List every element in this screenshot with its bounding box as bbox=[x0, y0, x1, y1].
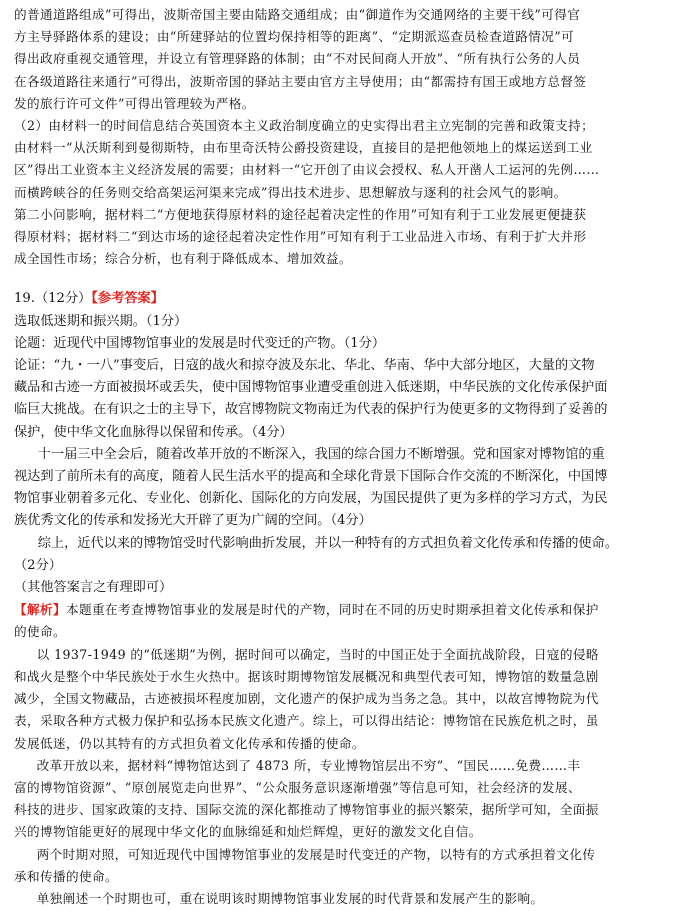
text-line: 发的旅行许可文件”可得出管理较为严格。 bbox=[14, 95, 255, 111]
text-line: 发展低迷，仍以其特有的方式担负着文化传承和传播的使命。 bbox=[14, 735, 365, 751]
text-line: （其他答案言之有理即可） bbox=[14, 580, 173, 596]
text-line: 减少，全国文物藏品，古迹被损坏程度加剧，文化遗产的保护成为当务之急。其中，以故宫博物院为代 bbox=[14, 691, 599, 707]
text-line: 第二小问影响，据材料二“方便地获得原材料的途径起着决定性的作用”可知有利于工业发展更便捷获 bbox=[14, 206, 587, 222]
text-line: 物馆事业朝着多元化、专业化、创新化、国际化的方向发展，为国民提供了更为多样的学习方式，为民 bbox=[14, 491, 608, 507]
text-line: 在各级道路往来通行”可得出，波斯帝国的驿站主要由官方主导使用；由“都需持有国王或地方总督签 bbox=[14, 73, 587, 89]
answer-tag: 【参考答案】 bbox=[91, 291, 164, 307]
text-line: 保护，使中华文化血脉得以保留和传承。（4分） bbox=[14, 424, 293, 440]
text-line: 和战火是整个中华民族处于水生火热中。据该时期博物馆发展概况和典型代表可知，博物馆的数量急剧 bbox=[14, 668, 599, 684]
text-line: 富的博物馆资源”、“原创展览走向世界”、“公众服务意识逐渐增强”等信息可知，社会经济的发展、 bbox=[14, 779, 581, 795]
text-line: 方主导驿路体系的建设；由“所建驿站的位置均保持相等的距离”、“定期派巡查员检查道路情况”可 bbox=[14, 29, 575, 45]
analysis-header bbox=[14, 599, 683, 621]
text-line: 由材料一“从沃斯利到曼彻斯特，由布里奇沃特公爵投资建设，直接目的是把他领地上的煤运送到工业 bbox=[14, 140, 593, 156]
text-line: （2分） bbox=[14, 557, 62, 573]
text-line: 选取低迷期和振兴期。（1分） bbox=[14, 313, 188, 329]
spacer bbox=[14, 270, 683, 288]
question-19 bbox=[14, 288, 683, 910]
text-line: 以 1937-1949 的“低迷期”为例，据时间可以确定，当时的中国正处于全面抗战阶段，日寇的侵略 bbox=[36, 646, 599, 662]
analysis-text: 本题重在考查博物馆事业的发展是时代的产物，同时在不同的历史时期承担着文化传承和保护 bbox=[65, 602, 599, 618]
text-line: 藏品和古迹一方面被损坏或丢失，使中国博物馆事业遭受重创进入低迷期，中华民族的文化传承保护面 bbox=[14, 380, 608, 396]
question-header bbox=[14, 288, 683, 310]
text-line: 的普通道路组成”可得出，波斯帝国主要由陆路交通组成；由“御道作为交通网络的主要干线”可得官 bbox=[14, 7, 581, 22]
text-line: 成全国性市场；综合分析，也有利于降低成本、增加效益。 bbox=[14, 251, 352, 267]
text-line: 论题：近现代中国博物馆事业的发展是时代变迁的产物。（1分） bbox=[14, 335, 386, 351]
text-line: 得原材料；据材料二“到达市场的途径起着决定性作用”可知有利于工业品进入市场、有利于扩大并形 bbox=[14, 229, 587, 245]
text-line: 得出政府重视交通管理，并设立有管理驿路的体制；由“不对民间商人开放”、“所有执行公务的人员 bbox=[14, 51, 581, 67]
text-line: 临巨大挑战。在有识之士的主导下，故宫博物院文物南迁为代表的保护行为使更多的文物得到了妥善的 bbox=[14, 402, 608, 418]
text-line: 论证：“九・一八”事变后，日寇的战火和掠夺波及东北、华北、华南、华中大部分地区，大量的文物 bbox=[14, 358, 595, 374]
text-line: 族优秀文化的传承和发扬光大开辟了更为广阔的空间。（4分） bbox=[14, 513, 372, 529]
question-number: 19.（12分） bbox=[14, 291, 92, 307]
text-line: 两个时期对照，可知近现代中国博物馆事业的发展是时代变迁的产物，以特有的方式承担着文化传 bbox=[36, 846, 596, 862]
text-line: （2）由材料一的时间信息结合英国资本主义政治制度确立的史实得出君主立宪制的完善和政策支持； bbox=[14, 118, 595, 134]
text-line: 承和传播的使命。 bbox=[14, 868, 118, 884]
text-line: 兴的博物馆能更好的展现中华文化的血脉绵延和灿烂辉煌，更好的激发文化自信。 bbox=[14, 824, 482, 840]
analysis-tag: 【解析】 bbox=[14, 602, 66, 618]
answer-part-2 bbox=[14, 115, 683, 270]
text-line: 表，采取各种方式极力保护和弘扬本民族文化遗产。综上，可以得出结论：博物馆在民族危机之时，虽 bbox=[14, 713, 599, 729]
text-line: 改革开放以来，据材料“博物馆达到了 4873 所，专业博物馆层出不穷”、“国民……免费……丰 bbox=[36, 757, 581, 773]
text-line: 而横跨峡谷的任务则交给高架运河渠来完成”得出技术进步、思想解放与逐利的社会风气的影响。 bbox=[14, 184, 567, 200]
text-line: 视达到了前所未有的高度，随着人民生活水平的提高和全球化背景下国际合作交流的不断深化，中国博 bbox=[14, 469, 608, 485]
text-line: 综上，近代以来的博物馆受时代影响曲折发展，并以一种特有的方式担负着文化传承和传播的使命。 bbox=[37, 535, 618, 551]
text-line: 科技的进步、国家政策的支持、国际交流的深化都推动了博物馆事业的振兴繁荣，据所学可知，全面振 bbox=[14, 802, 599, 818]
text-line: 十一届三中全会后，随着改革开放的不断深入，我国的综合国力不断增强。党和国家对博物馆的重 bbox=[37, 446, 605, 462]
text-line: 区”得出工业资本主义经济发展的需要；由材料一“它开创了由议会授权、私人开凿人工运河的先例…… bbox=[14, 162, 600, 178]
answer-continuation bbox=[14, 4, 683, 115]
text-line: 单独阐述一个时期也可，重在说明该时期博物馆事业发展的时代背景和发展产生的影响。 bbox=[36, 890, 544, 906]
text-line: 的使命。 bbox=[14, 624, 66, 640]
